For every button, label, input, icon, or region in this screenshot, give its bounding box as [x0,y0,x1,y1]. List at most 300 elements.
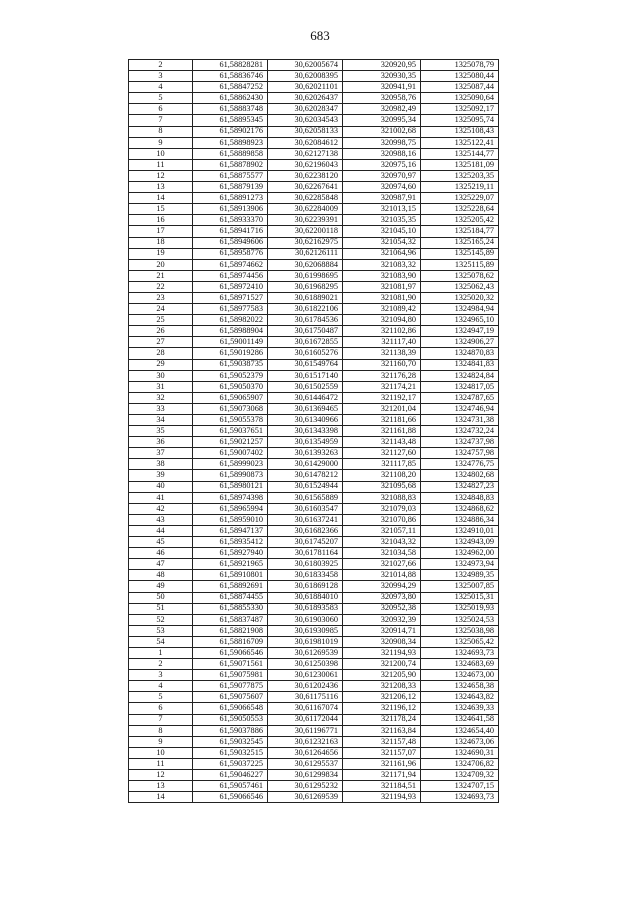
table-row [129,415,499,426]
y-coordinate-cell: 1325165,24 [421,237,499,248]
latitude-cell: 61,59075981 [193,670,268,681]
longitude-cell: 30,61250398 [268,659,343,670]
latitude-cell: 61,59032515 [193,747,268,758]
point-number-cell: 20 [129,259,193,270]
point-number-cell: 51 [129,603,193,614]
point-number-cell: 3 [129,670,193,681]
point-number-cell: 43 [129,514,193,525]
table-row [129,581,499,592]
latitude-cell: 61,58913906 [193,204,268,215]
longitude-cell: 30,62008395 [268,71,343,82]
table-row [129,315,499,326]
point-number-cell: 49 [129,581,193,592]
table-row [129,215,499,226]
table-row [129,503,499,514]
x-coordinate-cell: 321196,12 [343,703,421,714]
latitude-cell: 61,58971527 [193,292,268,303]
table-row [129,448,499,459]
x-coordinate-cell: 321201,04 [343,403,421,414]
latitude-cell: 61,58921965 [193,559,268,570]
y-coordinate-cell: 1324693,73 [421,792,499,803]
y-coordinate-cell: 1325205,42 [421,215,499,226]
y-coordinate-cell: 1324984,94 [421,304,499,315]
x-coordinate-cell: 321102,86 [343,326,421,337]
latitude-cell: 61,59055378 [193,415,268,426]
latitude-cell: 61,59001149 [193,337,268,348]
longitude-cell: 30,61930985 [268,625,343,636]
longitude-cell: 30,61429000 [268,459,343,470]
point-number-cell: 46 [129,548,193,559]
y-coordinate-cell: 1325122,41 [421,137,499,148]
point-number-cell: 1 [129,647,193,658]
x-coordinate-cell: 321205,90 [343,670,421,681]
longitude-cell: 30,62058133 [268,126,343,137]
latitude-cell: 61,58836746 [193,71,268,82]
table-row [129,370,499,381]
y-coordinate-cell: 1324989,35 [421,570,499,581]
longitude-cell: 30,62238120 [268,170,343,181]
latitude-cell: 61,59057461 [193,781,268,792]
point-number-cell: 10 [129,747,193,758]
table-row [129,292,499,303]
y-coordinate-cell: 1325219,11 [421,182,499,193]
point-number-cell: 33 [129,403,193,414]
longitude-cell: 30,61269539 [268,792,343,803]
longitude-cell: 30,61784536 [268,315,343,326]
x-coordinate-cell: 321208,33 [343,681,421,692]
latitude-cell: 61,59037651 [193,426,268,437]
longitude-cell: 30,61269539 [268,647,343,658]
longitude-cell: 30,62068884 [268,259,343,270]
y-coordinate-cell: 1324906,27 [421,337,499,348]
latitude-cell: 61,59073068 [193,403,268,414]
latitude-cell: 61,58999023 [193,459,268,470]
latitude-cell: 61,58816709 [193,636,268,647]
latitude-cell: 61,59077875 [193,681,268,692]
x-coordinate-cell: 321095,68 [343,481,421,492]
table-row [129,603,499,614]
table-row [129,692,499,703]
latitude-cell: 61,58855330 [193,603,268,614]
longitude-cell: 30,61343398 [268,426,343,437]
longitude-cell: 30,61822106 [268,304,343,315]
longitude-cell: 30,61264656 [268,747,343,758]
longitude-cell: 30,61893583 [268,603,343,614]
point-number-cell: 31 [129,381,193,392]
longitude-cell: 30,61998695 [268,270,343,281]
x-coordinate-cell: 321064,96 [343,248,421,259]
longitude-cell: 30,61884010 [268,592,343,603]
point-number-cell: 25 [129,315,193,326]
point-number-cell: 12 [129,170,193,181]
longitude-cell: 30,62084612 [268,137,343,148]
x-coordinate-cell: 321157,48 [343,736,421,747]
latitude-cell: 61,58977583 [193,304,268,315]
x-coordinate-cell: 321138,39 [343,348,421,359]
x-coordinate-cell: 321176,28 [343,370,421,381]
longitude-cell: 30,61803925 [268,559,343,570]
latitude-cell: 61,58862430 [193,93,268,104]
longitude-cell: 30,61637241 [268,514,343,525]
longitude-cell: 30,61745207 [268,537,343,548]
point-number-cell: 13 [129,182,193,193]
table-row [129,304,499,315]
y-coordinate-cell: 1325108,43 [421,126,499,137]
longitude-cell: 30,61524944 [268,481,343,492]
point-number-cell: 35 [129,426,193,437]
point-number-cell: 45 [129,537,193,548]
point-number-cell: 27 [129,337,193,348]
latitude-cell: 61,58889858 [193,148,268,159]
y-coordinate-cell: 1325228,64 [421,204,499,215]
latitude-cell: 61,58933370 [193,215,268,226]
point-number-cell: 48 [129,570,193,581]
y-coordinate-cell: 1325019,93 [421,603,499,614]
table-row [129,348,499,359]
latitude-cell: 61,59075607 [193,692,268,703]
point-number-cell: 11 [129,758,193,769]
table-row [129,71,499,82]
table-row [129,470,499,481]
point-number-cell: 11 [129,159,193,170]
longitude-cell: 30,62034543 [268,115,343,126]
longitude-cell: 30,62200118 [268,226,343,237]
longitude-cell: 30,61603547 [268,503,343,514]
x-coordinate-cell: 321206,12 [343,692,421,703]
point-number-cell: 8 [129,725,193,736]
x-coordinate-cell: 320970,97 [343,170,421,181]
latitude-cell: 61,58958776 [193,248,268,259]
table-row [129,359,499,370]
longitude-cell: 30,61968295 [268,281,343,292]
coordinate-table [128,59,499,803]
point-number-cell: 9 [129,736,193,747]
latitude-cell: 61,59019286 [193,348,268,359]
x-coordinate-cell: 321043,32 [343,537,421,548]
point-number-cell: 29 [129,359,193,370]
latitude-cell: 61,59050553 [193,714,268,725]
point-number-cell: 36 [129,437,193,448]
table-row [129,747,499,758]
longitude-cell: 30,61299834 [268,770,343,781]
longitude-cell: 30,62196043 [268,159,343,170]
point-number-cell: 54 [129,636,193,647]
latitude-cell: 61,58874455 [193,592,268,603]
x-coordinate-cell: 320994,29 [343,581,421,592]
x-coordinate-cell: 321160,70 [343,359,421,370]
latitude-cell: 61,58879139 [193,182,268,193]
x-coordinate-cell: 320908,34 [343,636,421,647]
latitude-cell: 61,58878902 [193,159,268,170]
latitude-cell: 61,59007402 [193,448,268,459]
latitude-cell: 61,58895345 [193,115,268,126]
table-row [129,492,499,503]
longitude-cell: 30,61682366 [268,525,343,536]
x-coordinate-cell: 320958,76 [343,93,421,104]
longitude-cell: 30,62026437 [268,93,343,104]
longitude-cell: 30,61340966 [268,415,343,426]
y-coordinate-cell: 1324706,82 [421,758,499,769]
x-coordinate-cell: 321161,88 [343,426,421,437]
latitude-cell: 61,58847252 [193,82,268,93]
table-row [129,770,499,781]
x-coordinate-cell: 321083,32 [343,259,421,270]
x-coordinate-cell: 320982,49 [343,104,421,115]
latitude-cell: 61,58965994 [193,503,268,514]
y-coordinate-cell: 1325203,35 [421,170,499,181]
point-number-cell: 40 [129,481,193,492]
table-row [129,237,499,248]
point-number-cell: 34 [129,415,193,426]
table-row [129,93,499,104]
longitude-cell: 30,61232163 [268,736,343,747]
latitude-cell: 61,59037886 [193,725,268,736]
y-coordinate-cell: 1325087,44 [421,82,499,93]
table-row [129,193,499,204]
point-number-cell: 42 [129,503,193,514]
x-coordinate-cell: 321117,40 [343,337,421,348]
longitude-cell: 30,61369465 [268,403,343,414]
x-coordinate-cell: 321013,15 [343,204,421,215]
longitude-cell: 30,62239391 [268,215,343,226]
point-number-cell: 14 [129,193,193,204]
x-coordinate-cell: 321200,74 [343,659,421,670]
x-coordinate-cell: 321127,60 [343,448,421,459]
x-coordinate-cell: 321143,48 [343,437,421,448]
latitude-cell: 61,58980121 [193,481,268,492]
y-coordinate-cell: 1325144,77 [421,148,499,159]
latitude-cell: 61,58974456 [193,270,268,281]
y-coordinate-cell: 1324817,05 [421,381,499,392]
latitude-cell: 61,59066546 [193,792,268,803]
table-row [129,625,499,636]
latitude-cell: 61,59038735 [193,359,268,370]
longitude-cell: 30,62285848 [268,193,343,204]
latitude-cell: 61,58947137 [193,525,268,536]
x-coordinate-cell: 321108,20 [343,470,421,481]
y-coordinate-cell: 1324787,65 [421,392,499,403]
y-coordinate-cell: 1325181,09 [421,159,499,170]
point-number-cell: 15 [129,204,193,215]
y-coordinate-cell: 1324943,09 [421,537,499,548]
table-row [129,281,499,292]
longitude-cell: 30,61230061 [268,670,343,681]
point-number-cell: 53 [129,625,193,636]
x-coordinate-cell: 321081,97 [343,281,421,292]
point-number-cell: 2 [129,60,193,71]
y-coordinate-cell: 1324732,24 [421,426,499,437]
x-coordinate-cell: 320974,60 [343,182,421,193]
longitude-cell: 30,61354959 [268,437,343,448]
table-row [129,104,499,115]
y-coordinate-cell: 1324973,94 [421,559,499,570]
longitude-cell: 30,61175116 [268,692,343,703]
point-number-cell: 37 [129,448,193,459]
table-row [129,337,499,348]
x-coordinate-cell: 321081,90 [343,292,421,303]
x-coordinate-cell: 321094,80 [343,315,421,326]
y-coordinate-cell: 1325145,89 [421,248,499,259]
table-row [129,548,499,559]
latitude-cell: 61,58941716 [193,226,268,237]
latitude-cell: 61,58892691 [193,581,268,592]
table-row [129,781,499,792]
latitude-cell: 61,58883748 [193,104,268,115]
latitude-cell: 61,58875577 [193,170,268,181]
latitude-cell: 61,58974398 [193,492,268,503]
x-coordinate-cell: 320998,75 [343,137,421,148]
y-coordinate-cell: 1325095,74 [421,115,499,126]
table-row [129,659,499,670]
table-row [129,326,499,337]
table-row [129,60,499,71]
y-coordinate-cell: 1324658,38 [421,681,499,692]
table-row [129,270,499,281]
longitude-cell: 30,61889021 [268,292,343,303]
coordinate-table-body [129,60,499,803]
table-row [129,170,499,181]
longitude-cell: 30,62021101 [268,82,343,93]
x-coordinate-cell: 321034,58 [343,548,421,559]
latitude-cell: 61,58972410 [193,281,268,292]
longitude-cell: 30,62267641 [268,182,343,193]
table-row [129,614,499,625]
y-coordinate-cell: 1324824,84 [421,370,499,381]
latitude-cell: 61,59066548 [193,703,268,714]
latitude-cell: 61,59050370 [193,381,268,392]
longitude-cell: 30,61167074 [268,703,343,714]
table-row [129,725,499,736]
x-coordinate-cell: 321194,93 [343,792,421,803]
x-coordinate-cell: 321184,51 [343,781,421,792]
longitude-cell: 30,61502559 [268,381,343,392]
latitude-cell: 61,58988904 [193,326,268,337]
point-number-cell: 44 [129,525,193,536]
y-coordinate-cell: 1324848,83 [421,492,499,503]
y-coordinate-cell: 1324690,31 [421,747,499,758]
point-number-cell: 17 [129,226,193,237]
y-coordinate-cell: 1324643,82 [421,692,499,703]
y-coordinate-cell: 1325024,53 [421,614,499,625]
y-coordinate-cell: 1324693,73 [421,647,499,658]
point-number-cell: 2 [129,659,193,670]
table-row [129,137,499,148]
latitude-cell: 61,59032545 [193,736,268,747]
point-number-cell: 24 [129,304,193,315]
y-coordinate-cell: 1324673,00 [421,670,499,681]
longitude-cell: 30,61869128 [268,581,343,592]
x-coordinate-cell: 320930,35 [343,71,421,82]
x-coordinate-cell: 321079,03 [343,503,421,514]
latitude-cell: 61,58949606 [193,237,268,248]
y-coordinate-cell: 1325090,64 [421,93,499,104]
table-row [129,226,499,237]
latitude-cell: 61,58935412 [193,537,268,548]
latitude-cell: 61,58974662 [193,259,268,270]
y-coordinate-cell: 1324731,38 [421,415,499,426]
table-row [129,592,499,603]
page-number: 683 [310,28,330,43]
x-coordinate-cell: 320920,95 [343,60,421,71]
table-row [129,426,499,437]
y-coordinate-cell: 1324841,83 [421,359,499,370]
latitude-cell: 61,58982022 [193,315,268,326]
table-row [129,159,499,170]
point-number-cell: 4 [129,82,193,93]
point-number-cell: 7 [129,115,193,126]
x-coordinate-cell: 320914,71 [343,625,421,636]
point-number-cell: 7 [129,714,193,725]
longitude-cell: 30,62127138 [268,148,343,159]
table-row [129,559,499,570]
table-row [129,525,499,536]
y-coordinate-cell: 1324962,00 [421,548,499,559]
x-coordinate-cell: 321194,93 [343,647,421,658]
longitude-cell: 30,62126111 [268,248,343,259]
table-row [129,570,499,581]
longitude-cell: 30,61981019 [268,636,343,647]
x-coordinate-cell: 320987,91 [343,193,421,204]
point-number-cell: 19 [129,248,193,259]
table-row [129,736,499,747]
latitude-cell: 61,58910801 [193,570,268,581]
latitude-cell: 61,59046227 [193,770,268,781]
table-row [129,636,499,647]
table-row [129,82,499,93]
x-coordinate-cell: 321174,21 [343,381,421,392]
x-coordinate-cell: 321171,94 [343,770,421,781]
table-row [129,514,499,525]
point-number-cell: 3 [129,71,193,82]
table-row [129,437,499,448]
y-coordinate-cell: 1325078,62 [421,270,499,281]
x-coordinate-cell: 320941,91 [343,82,421,93]
y-coordinate-cell: 1324910,01 [421,525,499,536]
longitude-cell: 30,61903060 [268,614,343,625]
table-row [129,148,499,159]
y-coordinate-cell: 1325007,85 [421,581,499,592]
x-coordinate-cell: 321035,35 [343,215,421,226]
longitude-cell: 30,61605276 [268,348,343,359]
y-coordinate-cell: 1325184,77 [421,226,499,237]
latitude-cell: 61,58821908 [193,625,268,636]
table-row [129,392,499,403]
table-row [129,703,499,714]
table-row [129,647,499,658]
longitude-cell: 30,61295537 [268,758,343,769]
latitude-cell: 61,58891273 [193,193,268,204]
longitude-cell: 30,61781164 [268,548,343,559]
x-coordinate-cell: 321014,88 [343,570,421,581]
y-coordinate-cell: 1325015,31 [421,592,499,603]
table-row [129,681,499,692]
y-coordinate-cell: 1324746,94 [421,403,499,414]
x-coordinate-cell: 321027,66 [343,559,421,570]
longitude-cell: 30,62284009 [268,204,343,215]
x-coordinate-cell: 321054,32 [343,237,421,248]
longitude-cell: 30,61172044 [268,714,343,725]
longitude-cell: 30,62005674 [268,60,343,71]
point-number-cell: 5 [129,692,193,703]
table-row [129,537,499,548]
y-coordinate-cell: 1325229,07 [421,193,499,204]
y-coordinate-cell: 1324776,75 [421,459,499,470]
y-coordinate-cell: 1325062,43 [421,281,499,292]
y-coordinate-cell: 1325078,79 [421,60,499,71]
table-row [129,714,499,725]
table-row [129,381,499,392]
x-coordinate-cell: 321117,85 [343,459,421,470]
